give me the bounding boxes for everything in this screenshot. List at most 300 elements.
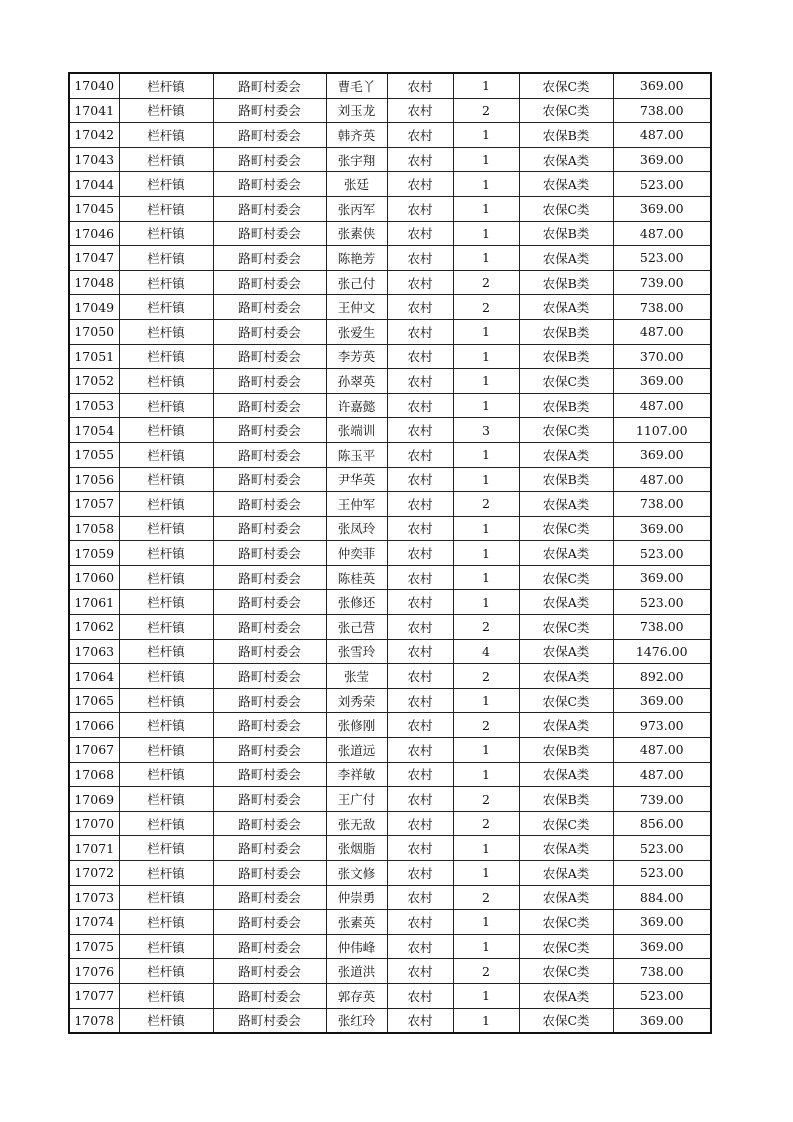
name-cell: 陈桂英 xyxy=(326,565,387,590)
count-cell: 1 xyxy=(453,738,519,763)
category-cell: 农保B类 xyxy=(519,270,613,295)
count-cell: 2 xyxy=(453,959,519,984)
name-cell: 韩齐英 xyxy=(326,123,387,148)
committee-cell: 路町村委会 xyxy=(213,836,326,861)
id-cell: 17065 xyxy=(69,688,119,713)
id-cell: 17058 xyxy=(69,516,119,541)
count-cell: 1 xyxy=(453,442,519,467)
town-cell: 栏杆镇 xyxy=(119,861,213,886)
household-type-cell: 农村 xyxy=(387,639,453,664)
amount-cell: 523.00 xyxy=(613,836,711,861)
table-row xyxy=(69,713,711,738)
category-cell: 农保A类 xyxy=(519,861,613,886)
count-cell: 2 xyxy=(453,787,519,812)
committee-cell: 路町村委会 xyxy=(213,639,326,664)
committee-cell: 路町村委会 xyxy=(213,344,326,369)
count-cell: 2 xyxy=(453,270,519,295)
table-row xyxy=(69,123,711,148)
town-cell: 栏杆镇 xyxy=(119,73,213,98)
town-cell: 栏杆镇 xyxy=(119,221,213,246)
table-body xyxy=(69,73,711,1033)
committee-cell: 路町村委会 xyxy=(213,369,326,394)
committee-cell: 路町村委会 xyxy=(213,565,326,590)
name-cell: 仲奕菲 xyxy=(326,541,387,566)
name-cell: 仲伟峰 xyxy=(326,934,387,959)
table-row xyxy=(69,73,711,98)
town-cell: 栏杆镇 xyxy=(119,565,213,590)
count-cell: 2 xyxy=(453,811,519,836)
table-row xyxy=(69,541,711,566)
committee-cell: 路町村委会 xyxy=(213,910,326,935)
household-type-cell: 农村 xyxy=(387,442,453,467)
category-cell: 农保A类 xyxy=(519,664,613,689)
name-cell: 许嘉懿 xyxy=(326,393,387,418)
category-cell: 农保C类 xyxy=(519,1008,613,1033)
category-cell: 农保A类 xyxy=(519,147,613,172)
amount-cell: 523.00 xyxy=(613,246,711,271)
name-cell: 王仲文 xyxy=(326,295,387,320)
committee-cell: 路町村委会 xyxy=(213,762,326,787)
id-cell: 17062 xyxy=(69,615,119,640)
household-type-cell: 农村 xyxy=(387,959,453,984)
amount-cell: 523.00 xyxy=(613,172,711,197)
amount-cell: 738.00 xyxy=(613,959,711,984)
category-cell: 农保B类 xyxy=(519,467,613,492)
count-cell: 2 xyxy=(453,98,519,123)
count-cell: 1 xyxy=(453,369,519,394)
id-cell: 17077 xyxy=(69,983,119,1008)
town-cell: 栏杆镇 xyxy=(119,787,213,812)
count-cell: 1 xyxy=(453,762,519,787)
count-cell: 2 xyxy=(453,615,519,640)
town-cell: 栏杆镇 xyxy=(119,738,213,763)
amount-cell: 369.00 xyxy=(613,516,711,541)
count-cell: 1 xyxy=(453,516,519,541)
amount-cell: 523.00 xyxy=(613,861,711,886)
town-cell: 栏杆镇 xyxy=(119,959,213,984)
name-cell: 张爱生 xyxy=(326,319,387,344)
category-cell: 农保C类 xyxy=(519,910,613,935)
committee-cell: 路町村委会 xyxy=(213,319,326,344)
count-cell: 1 xyxy=(453,467,519,492)
household-type-cell: 农村 xyxy=(387,738,453,763)
id-cell: 17074 xyxy=(69,910,119,935)
name-cell: 张宇翔 xyxy=(326,147,387,172)
table-row xyxy=(69,172,711,197)
count-cell: 1 xyxy=(453,73,519,98)
committee-cell: 路町村委会 xyxy=(213,196,326,221)
beneficiary-table xyxy=(68,72,712,1034)
amount-cell: 487.00 xyxy=(613,393,711,418)
household-type-cell: 农村 xyxy=(387,344,453,369)
id-cell: 17053 xyxy=(69,393,119,418)
town-cell: 栏杆镇 xyxy=(119,762,213,787)
table-row xyxy=(69,983,711,1008)
town-cell: 栏杆镇 xyxy=(119,492,213,517)
town-cell: 栏杆镇 xyxy=(119,123,213,148)
household-type-cell: 农村 xyxy=(387,492,453,517)
amount-cell: 369.00 xyxy=(613,934,711,959)
town-cell: 栏杆镇 xyxy=(119,467,213,492)
id-cell: 17049 xyxy=(69,295,119,320)
id-cell: 17048 xyxy=(69,270,119,295)
amount-cell: 487.00 xyxy=(613,221,711,246)
table-row xyxy=(69,246,711,271)
id-cell: 17076 xyxy=(69,959,119,984)
amount-cell: 487.00 xyxy=(613,738,711,763)
name-cell: 张端训 xyxy=(326,418,387,443)
id-cell: 17067 xyxy=(69,738,119,763)
household-type-cell: 农村 xyxy=(387,123,453,148)
name-cell: 张素侠 xyxy=(326,221,387,246)
amount-cell: 1476.00 xyxy=(613,639,711,664)
id-cell: 17078 xyxy=(69,1008,119,1033)
name-cell: 张道远 xyxy=(326,738,387,763)
committee-cell: 路町村委会 xyxy=(213,98,326,123)
table-row xyxy=(69,1008,711,1033)
table-row xyxy=(69,221,711,246)
town-cell: 栏杆镇 xyxy=(119,295,213,320)
table-row xyxy=(69,688,711,713)
count-cell: 1 xyxy=(453,688,519,713)
household-type-cell: 农村 xyxy=(387,688,453,713)
name-cell: 张修还 xyxy=(326,590,387,615)
category-cell: 农保A类 xyxy=(519,295,613,320)
category-cell: 农保C类 xyxy=(519,196,613,221)
id-cell: 17069 xyxy=(69,787,119,812)
household-type-cell: 农村 xyxy=(387,910,453,935)
amount-cell: 487.00 xyxy=(613,319,711,344)
category-cell: 农保C类 xyxy=(519,369,613,394)
committee-cell: 路町村委会 xyxy=(213,221,326,246)
town-cell: 栏杆镇 xyxy=(119,688,213,713)
name-cell: 李芳英 xyxy=(326,344,387,369)
category-cell: 农保A类 xyxy=(519,983,613,1008)
town-cell: 栏杆镇 xyxy=(119,246,213,271)
count-cell: 1 xyxy=(453,541,519,566)
committee-cell: 路町村委会 xyxy=(213,516,326,541)
count-cell: 1 xyxy=(453,590,519,615)
committee-cell: 路町村委会 xyxy=(213,1008,326,1033)
category-cell: 农保C类 xyxy=(519,934,613,959)
amount-cell: 1107.00 xyxy=(613,418,711,443)
category-cell: 农保C类 xyxy=(519,615,613,640)
town-cell: 栏杆镇 xyxy=(119,442,213,467)
count-cell: 1 xyxy=(453,1008,519,1033)
table-row xyxy=(69,590,711,615)
town-cell: 栏杆镇 xyxy=(119,172,213,197)
household-type-cell: 农村 xyxy=(387,615,453,640)
committee-cell: 路町村委会 xyxy=(213,492,326,517)
count-cell: 2 xyxy=(453,713,519,738)
category-cell: 农保C类 xyxy=(519,516,613,541)
id-cell: 17057 xyxy=(69,492,119,517)
category-cell: 农保A类 xyxy=(519,885,613,910)
name-cell: 张己营 xyxy=(326,615,387,640)
town-cell: 栏杆镇 xyxy=(119,836,213,861)
household-type-cell: 农村 xyxy=(387,787,453,812)
household-type-cell: 农村 xyxy=(387,885,453,910)
count-cell: 1 xyxy=(453,123,519,148)
count-cell: 2 xyxy=(453,885,519,910)
table-row xyxy=(69,295,711,320)
household-type-cell: 农村 xyxy=(387,73,453,98)
committee-cell: 路町村委会 xyxy=(213,418,326,443)
count-cell: 1 xyxy=(453,983,519,1008)
household-type-cell: 农村 xyxy=(387,713,453,738)
category-cell: 农保B类 xyxy=(519,393,613,418)
amount-cell: 739.00 xyxy=(613,270,711,295)
category-cell: 农保C类 xyxy=(519,98,613,123)
committee-cell: 路町村委会 xyxy=(213,664,326,689)
town-cell: 栏杆镇 xyxy=(119,369,213,394)
committee-cell: 路町村委会 xyxy=(213,983,326,1008)
amount-cell: 369.00 xyxy=(613,565,711,590)
town-cell: 栏杆镇 xyxy=(119,393,213,418)
committee-cell: 路町村委会 xyxy=(213,713,326,738)
household-type-cell: 农村 xyxy=(387,147,453,172)
name-cell: 张廷 xyxy=(326,172,387,197)
id-cell: 17070 xyxy=(69,811,119,836)
category-cell: 农保A类 xyxy=(519,492,613,517)
name-cell: 王仲军 xyxy=(326,492,387,517)
table-row xyxy=(69,393,711,418)
category-cell: 农保B类 xyxy=(519,344,613,369)
household-type-cell: 农村 xyxy=(387,590,453,615)
committee-cell: 路町村委会 xyxy=(213,811,326,836)
id-cell: 17061 xyxy=(69,590,119,615)
id-cell: 17072 xyxy=(69,861,119,886)
household-type-cell: 农村 xyxy=(387,541,453,566)
town-cell: 栏杆镇 xyxy=(119,885,213,910)
count-cell: 2 xyxy=(453,664,519,689)
count-cell: 4 xyxy=(453,639,519,664)
name-cell: 尹华英 xyxy=(326,467,387,492)
household-type-cell: 农村 xyxy=(387,270,453,295)
amount-cell: 487.00 xyxy=(613,762,711,787)
name-cell: 张素英 xyxy=(326,910,387,935)
town-cell: 栏杆镇 xyxy=(119,319,213,344)
amount-cell: 738.00 xyxy=(613,295,711,320)
name-cell: 张丙军 xyxy=(326,196,387,221)
town-cell: 栏杆镇 xyxy=(119,664,213,689)
name-cell: 刘玉龙 xyxy=(326,98,387,123)
table-row xyxy=(69,885,711,910)
committee-cell: 路町村委会 xyxy=(213,246,326,271)
amount-cell: 369.00 xyxy=(613,442,711,467)
town-cell: 栏杆镇 xyxy=(119,910,213,935)
table-row xyxy=(69,910,711,935)
category-cell: 农保A类 xyxy=(519,172,613,197)
household-type-cell: 农村 xyxy=(387,172,453,197)
table-row xyxy=(69,836,711,861)
id-cell: 17051 xyxy=(69,344,119,369)
name-cell: 张文修 xyxy=(326,861,387,886)
committee-cell: 路町村委会 xyxy=(213,295,326,320)
town-cell: 栏杆镇 xyxy=(119,934,213,959)
committee-cell: 路町村委会 xyxy=(213,738,326,763)
committee-cell: 路町村委会 xyxy=(213,615,326,640)
committee-cell: 路町村委会 xyxy=(213,123,326,148)
household-type-cell: 农村 xyxy=(387,664,453,689)
id-cell: 17056 xyxy=(69,467,119,492)
count-cell: 2 xyxy=(453,295,519,320)
category-cell: 农保A类 xyxy=(519,541,613,566)
id-cell: 17050 xyxy=(69,319,119,344)
town-cell: 栏杆镇 xyxy=(119,811,213,836)
count-cell: 1 xyxy=(453,393,519,418)
id-cell: 17075 xyxy=(69,934,119,959)
name-cell: 张修刚 xyxy=(326,713,387,738)
category-cell: 农保A类 xyxy=(519,639,613,664)
amount-cell: 739.00 xyxy=(613,787,711,812)
household-type-cell: 农村 xyxy=(387,467,453,492)
category-cell: 农保A类 xyxy=(519,246,613,271)
category-cell: 农保A类 xyxy=(519,442,613,467)
name-cell: 陈玉平 xyxy=(326,442,387,467)
category-cell: 农保C类 xyxy=(519,73,613,98)
amount-cell: 892.00 xyxy=(613,664,711,689)
table-row xyxy=(69,442,711,467)
name-cell: 曹毛丫 xyxy=(326,73,387,98)
household-type-cell: 农村 xyxy=(387,196,453,221)
count-cell: 1 xyxy=(453,565,519,590)
id-cell: 17060 xyxy=(69,565,119,590)
amount-cell: 738.00 xyxy=(613,615,711,640)
name-cell: 仲崇勇 xyxy=(326,885,387,910)
id-cell: 17054 xyxy=(69,418,119,443)
amount-cell: 487.00 xyxy=(613,123,711,148)
amount-cell: 738.00 xyxy=(613,98,711,123)
name-cell: 张烟脂 xyxy=(326,836,387,861)
household-type-cell: 农村 xyxy=(387,861,453,886)
town-cell: 栏杆镇 xyxy=(119,983,213,1008)
household-type-cell: 农村 xyxy=(387,369,453,394)
amount-cell: 884.00 xyxy=(613,885,711,910)
town-cell: 栏杆镇 xyxy=(119,541,213,566)
name-cell: 刘秀荣 xyxy=(326,688,387,713)
committee-cell: 路町村委会 xyxy=(213,787,326,812)
amount-cell: 369.00 xyxy=(613,910,711,935)
id-cell: 17043 xyxy=(69,147,119,172)
table-row xyxy=(69,762,711,787)
count-cell: 1 xyxy=(453,934,519,959)
table-row xyxy=(69,369,711,394)
count-cell: 1 xyxy=(453,344,519,369)
amount-cell: 369.00 xyxy=(613,1008,711,1033)
category-cell: 农保C类 xyxy=(519,811,613,836)
category-cell: 农保A类 xyxy=(519,713,613,738)
name-cell: 张莹 xyxy=(326,664,387,689)
name-cell: 张雪玲 xyxy=(326,639,387,664)
count-cell: 1 xyxy=(453,836,519,861)
category-cell: 农保B类 xyxy=(519,787,613,812)
id-cell: 17044 xyxy=(69,172,119,197)
count-cell: 3 xyxy=(453,418,519,443)
category-cell: 农保A类 xyxy=(519,836,613,861)
table-row xyxy=(69,861,711,886)
table-row xyxy=(69,615,711,640)
id-cell: 17059 xyxy=(69,541,119,566)
household-type-cell: 农村 xyxy=(387,1008,453,1033)
category-cell: 农保C类 xyxy=(519,418,613,443)
committee-cell: 路町村委会 xyxy=(213,467,326,492)
table-row xyxy=(69,270,711,295)
table-row xyxy=(69,934,711,959)
household-type-cell: 农村 xyxy=(387,393,453,418)
name-cell: 郭存英 xyxy=(326,983,387,1008)
name-cell: 张己付 xyxy=(326,270,387,295)
name-cell: 陈艳芳 xyxy=(326,246,387,271)
town-cell: 栏杆镇 xyxy=(119,615,213,640)
name-cell: 张道洪 xyxy=(326,959,387,984)
name-cell: 王广付 xyxy=(326,787,387,812)
town-cell: 栏杆镇 xyxy=(119,344,213,369)
table-row xyxy=(69,98,711,123)
table-row xyxy=(69,147,711,172)
committee-cell: 路町村委会 xyxy=(213,688,326,713)
name-cell: 孙翠英 xyxy=(326,369,387,394)
amount-cell: 523.00 xyxy=(613,590,711,615)
household-type-cell: 农村 xyxy=(387,516,453,541)
category-cell: 农保C类 xyxy=(519,959,613,984)
committee-cell: 路町村委会 xyxy=(213,270,326,295)
table-row xyxy=(69,565,711,590)
category-cell: 农保B类 xyxy=(519,319,613,344)
amount-cell: 856.00 xyxy=(613,811,711,836)
household-type-cell: 农村 xyxy=(387,418,453,443)
table-row xyxy=(69,467,711,492)
household-type-cell: 农村 xyxy=(387,762,453,787)
committee-cell: 路町村委会 xyxy=(213,172,326,197)
name-cell: 张凤玲 xyxy=(326,516,387,541)
name-cell: 李祥敏 xyxy=(326,762,387,787)
id-cell: 17041 xyxy=(69,98,119,123)
committee-cell: 路町村委会 xyxy=(213,147,326,172)
table-row xyxy=(69,196,711,221)
id-cell: 17068 xyxy=(69,762,119,787)
household-type-cell: 农村 xyxy=(387,811,453,836)
committee-cell: 路町村委会 xyxy=(213,934,326,959)
count-cell: 1 xyxy=(453,246,519,271)
name-cell: 张红玲 xyxy=(326,1008,387,1033)
amount-cell: 973.00 xyxy=(613,713,711,738)
id-cell: 17045 xyxy=(69,196,119,221)
id-cell: 17040 xyxy=(69,73,119,98)
town-cell: 栏杆镇 xyxy=(119,1008,213,1033)
id-cell: 17064 xyxy=(69,664,119,689)
household-type-cell: 农村 xyxy=(387,295,453,320)
category-cell: 农保A类 xyxy=(519,762,613,787)
town-cell: 栏杆镇 xyxy=(119,713,213,738)
count-cell: 1 xyxy=(453,910,519,935)
amount-cell: 738.00 xyxy=(613,492,711,517)
table-row xyxy=(69,344,711,369)
town-cell: 栏杆镇 xyxy=(119,418,213,443)
household-type-cell: 农村 xyxy=(387,836,453,861)
count-cell: 1 xyxy=(453,861,519,886)
table-row xyxy=(69,664,711,689)
household-type-cell: 农村 xyxy=(387,934,453,959)
committee-cell: 路町村委会 xyxy=(213,442,326,467)
household-type-cell: 农村 xyxy=(387,98,453,123)
id-cell: 17066 xyxy=(69,713,119,738)
table-row xyxy=(69,811,711,836)
category-cell: 农保C类 xyxy=(519,688,613,713)
category-cell: 农保B类 xyxy=(519,738,613,763)
committee-cell: 路町村委会 xyxy=(213,959,326,984)
town-cell: 栏杆镇 xyxy=(119,639,213,664)
